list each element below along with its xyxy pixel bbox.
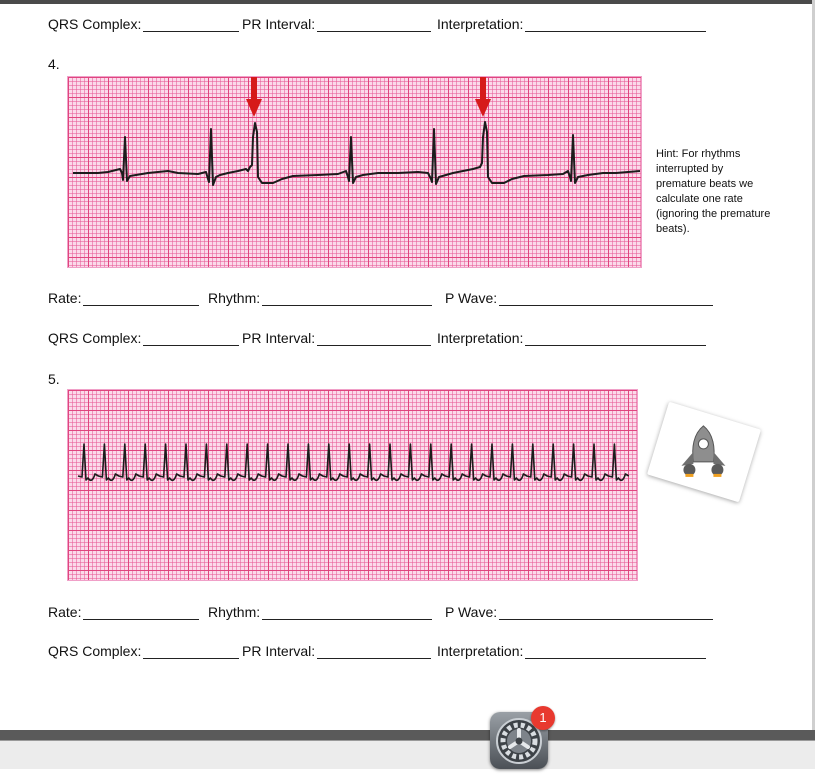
p-wave-blank[interactable] — [499, 291, 713, 306]
rate-field[interactable] — [48, 604, 199, 620]
pr-interval-blank[interactable] — [317, 17, 431, 32]
interpretation-label: Interpretation: — [437, 643, 524, 659]
pr-interval-label: PR Interval: — [242, 16, 316, 32]
interpretation-field[interactable] — [437, 16, 706, 32]
pr-interval-field[interactable] — [242, 330, 431, 346]
red-down-arrow-icon — [246, 77, 262, 117]
interpretation-label: Interpretation: — [437, 330, 524, 346]
qrs-complex-blank[interactable] — [143, 644, 239, 659]
rate-blank[interactable] — [83, 605, 199, 620]
notification-badge: 1 — [531, 706, 555, 730]
pr-interval-blank[interactable] — [317, 331, 431, 346]
p-wave-field[interactable] — [445, 290, 713, 306]
rate-label: Rate: — [48, 604, 82, 620]
pr-interval-label: PR Interval: — [242, 643, 316, 659]
rocket-icon — [647, 402, 761, 503]
rate-field[interactable] — [48, 290, 199, 306]
pr-interval-blank[interactable] — [317, 644, 431, 659]
question-number-5: 5. — [48, 371, 60, 387]
qrs-complex-label: QRS Complex: — [48, 643, 142, 659]
qrs-complex-label: QRS Complex: — [48, 16, 142, 32]
dock-divider — [0, 740, 815, 741]
qrs-complex-blank[interactable] — [143, 331, 239, 346]
rate-blank[interactable] — [83, 291, 199, 306]
qrs-complex-field[interactable] — [48, 643, 239, 659]
p-wave-blank[interactable] — [499, 605, 713, 620]
rocket-sticker — [647, 402, 761, 503]
interpretation-blank[interactable] — [525, 331, 706, 346]
dock-shelf — [0, 730, 815, 740]
window-top-bar — [0, 0, 815, 4]
pr-interval-field[interactable] — [242, 643, 431, 659]
pr-interval-label: PR Interval: — [242, 330, 316, 346]
qrs-complex-blank[interactable] — [143, 17, 239, 32]
ecg-strip-5 — [67, 389, 638, 581]
ecg-strip-4 — [67, 76, 642, 268]
p-wave-label: P Wave: — [445, 604, 498, 620]
interpretation-label: Interpretation: — [437, 16, 524, 32]
rhythm-blank[interactable] — [262, 291, 432, 306]
p-wave-label: P Wave: — [445, 290, 498, 306]
qrs-complex-field[interactable] — [48, 16, 239, 32]
interpretation-blank[interactable] — [525, 644, 706, 659]
pr-interval-field[interactable] — [242, 16, 431, 32]
rhythm-label: Rhythm: — [208, 290, 261, 306]
qrs-complex-field[interactable] — [48, 330, 239, 346]
ecg-trace-5 — [68, 390, 639, 582]
rate-label: Rate: — [48, 290, 82, 306]
rhythm-field[interactable] — [208, 290, 432, 306]
p-wave-field[interactable] — [445, 604, 713, 620]
red-down-arrow-icon — [475, 77, 491, 117]
qrs-complex-label: QRS Complex: — [48, 330, 142, 346]
rhythm-blank[interactable] — [262, 605, 432, 620]
hint-text: Hint: For rhythms interrupted by premature beats we calculate one rate (ignoring the premature beats). — [656, 148, 771, 235]
interpretation-field[interactable] — [437, 330, 706, 346]
rhythm-label: Rhythm: — [208, 604, 261, 620]
rhythm-field[interactable] — [208, 604, 432, 620]
interpretation-field[interactable] — [437, 643, 706, 659]
question-number-4: 4. — [48, 56, 60, 72]
ecg-trace-4 — [68, 77, 643, 269]
interpretation-blank[interactable] — [525, 17, 706, 32]
